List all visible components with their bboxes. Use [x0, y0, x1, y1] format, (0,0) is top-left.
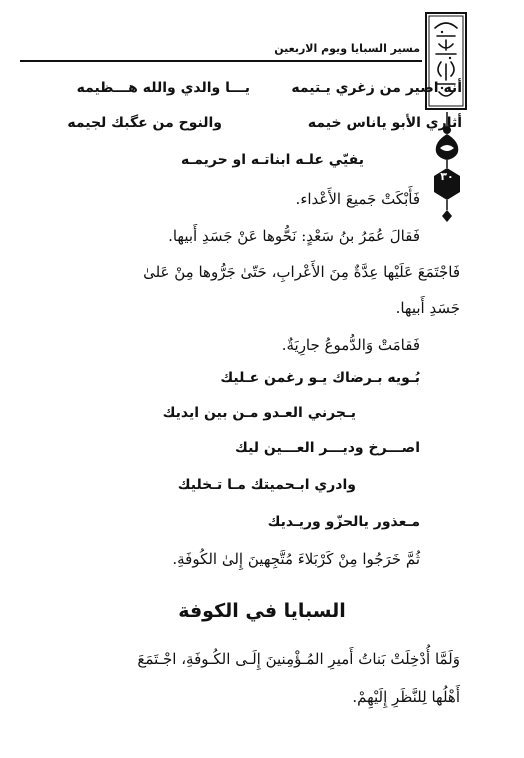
- verse-line: يـجرني العـدو مـن بين ايديك: [162, 405, 356, 421]
- verse-line: اصـــرخ وديـــر العـــين ليك: [235, 440, 420, 456]
- prose-line: فَقالَ عُمَرُ بنُ سَعْدٍ: نَحُّوها عَنْ جَسَدِ أَبيها.: [168, 227, 420, 245]
- section-title: السبايا في الكوفة: [178, 600, 346, 622]
- verse-line: يـــا والدي والله هـــظيمه: [76, 80, 250, 96]
- prose-line: فَقامَتْ وَالدُّموعُ جارِيَةٌ.: [281, 336, 420, 354]
- verse-line: بُـويه بـرضاك يـو رغمن عـليك: [220, 370, 420, 386]
- prose-line: وَلَمَّا أُدْخِلَتْ بَناتُ أَميرِ المُـؤْمِنينَ إِلَـى الكُـوفَةِ، اجْـتَمَعَ: [137, 650, 460, 668]
- prose-line: أَهْلُها لِلنَّظَرِ إِلَيْهِمْ.: [352, 688, 460, 706]
- verse-line: يفيّي علـه ابناتـه او حريمـه: [180, 152, 364, 168]
- verse-line: وادري ابـحميتك مـا تـخليك: [177, 477, 356, 493]
- running-title: مسير السبايا ويوم الاربعين: [274, 42, 420, 55]
- verse-line: مـعذور يالحزّو وريـديك: [267, 514, 420, 530]
- prose-line: ثُمَّ خَرَجُوا مِنْ كَرْبَلاءَ مُتَّجِهينَ إِلىٰ الكُوفَةِ.: [172, 550, 420, 568]
- header-rule: [20, 60, 422, 62]
- verse-line: والنوح من عگبك لجيمه: [67, 115, 222, 131]
- prose-line: فَاجْتَمَعَ عَلَيْها عِدَّةٌ مِنَ الأَعْرابِ، حَتّىٰ جَرُّوها مِنْ عَلىٰ: [143, 263, 460, 281]
- page-number: ٣٠: [440, 170, 454, 183]
- prose-line: جَسَدِ أَبيها.: [395, 299, 460, 317]
- prose-line: فَأَبْكَتْ جَميعَ الأَعْداء.: [295, 190, 420, 208]
- verse-line: أنه اصير من زغري يـتيمه: [291, 80, 462, 96]
- verse-line: أثاري الأبو ياناس خيمه: [307, 115, 462, 131]
